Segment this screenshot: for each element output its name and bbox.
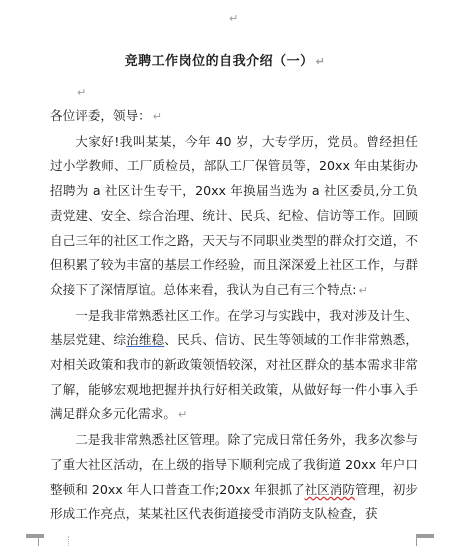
paragraph-2: [50, 304, 418, 429]
paragraph-mark-icon: ↵: [177, 408, 188, 422]
paragraph-1-text: 大家好!我叫某某，今年 40 岁，大专学历，党员。曾经担任过小学教师、工厂质检员，部队工厂保管员等，20xx 年由某街办招聘为 a 社区计生专干，20xx 年换届当选为 a 社区委员,分工负责党建、安全、综合治理、统计、民兵、纪检、信访等工作。回顾自己三年的社区工作之路，天天与不同职业类型的群众打交道，不但积累了较为丰富的基层工作经验，而且深深爱上社区工作，与群众接下了深情厚谊。总体来看，我认为自己有三个特点:: [50, 133, 418, 297]
page-corner-mark: [416, 534, 434, 538]
paragraph-3-text-a: 二是我非常熟悉社区管理。除了完成日常任务外，我多次参与了重大社区活动，在上级的指导下顺利完成了我街道 20xx 年户口整顿和 20xx 年人口普查工作;20xx 年狠抓了: [50, 432, 418, 497]
document-body: [50, 104, 418, 527]
spellcheck-underlined-text: 社区消防: [304, 481, 355, 497]
section-marker: [68, 536, 73, 546]
paragraph-2-text-a: 一是我非常熟悉社区工作。在学习与实践中，我对涉及计生、基层党建、综: [50, 307, 418, 348]
paragraph-mark-icon: ↵: [229, 12, 239, 25]
grammar-underlined-text: 治维稳: [126, 332, 165, 348]
salutation-text: 各位评委，领导：: [50, 108, 151, 123]
document-title: [0, 50, 450, 69]
paragraph-1: [50, 130, 418, 304]
salutation: [50, 104, 418, 130]
page-corner-mark: [26, 534, 44, 538]
paragraph-mark-icon: ↵: [152, 110, 162, 123]
paragraph-mark-icon: ↵: [358, 283, 368, 297]
paragraph-3: [50, 428, 418, 527]
paragraph-mark-icon: ↵: [77, 86, 87, 99]
paragraph-2-text-b: 、民兵、信访、民生等领域的工作非常熟悉，对相关政策和我市的新政策领悟较深，对社区群众的基本需求非常了解，能够宏观地把握并执行好相关政策，从做好每一件小事入手满足群众多元化需求。: [50, 332, 419, 422]
paragraph-mark-icon: ↵: [315, 55, 326, 68]
title-text: 竞聘工作岗位的自我介绍（一）: [124, 54, 314, 69]
paragraph-3-text-b: 管理，初步形成工作亮点，某某社区代表街道接受市消防支队检查，获: [50, 481, 419, 522]
